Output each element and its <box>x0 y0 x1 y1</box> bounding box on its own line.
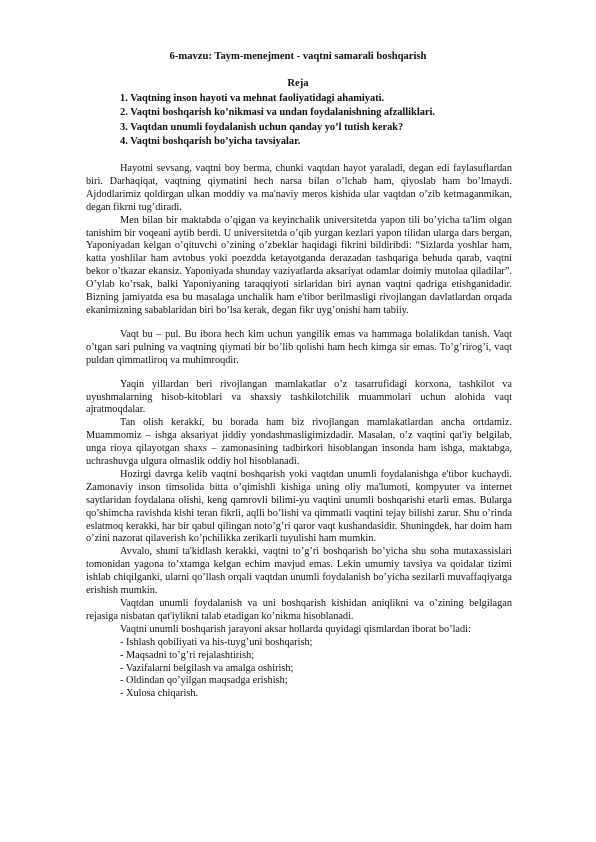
list-item: - Maqsadni to’g’ri rejalashtirish; <box>120 649 255 661</box>
paragraph: Vaqtni unumli boshqarish jarayoni aksar hollarda quyidagi qismlardan iborat bo’ladi: <box>120 623 471 635</box>
plan-item: 4. Vaqtni boshqarish bo’yicha tavsiyalar. <box>120 136 301 148</box>
paragraph: Vaqtdan unumli foydalanish va uni boshqarish kishidan aniqlikni va o’zining belgilagan rejasiga nisbatan qat'iylikni talab etadigan ko’nikma hisoblanadi. <box>86 598 512 622</box>
paragraph: Avvalo, shuni ta'kidlash kerakki, vaqtni to’g’ri boshqarish bo’yicha shu soha mutaxassislari tomonidan yagona to’xtamga kelgan echim mavjud emas. Lekin umumiy tavsiya va qoidalar tizimi ishlab chiqilganki, ularni qo’llash orqali vaqtdan unumli foydalanish bo’yicha sezilarli muvaffaqiyatga erishish mumkin. <box>86 546 512 597</box>
paragraph: Vaqt bu – pul. Bu ibora hech kim uchun yangilik emas va hammaga bolalikdan tanish. Vaqt o’tgan sari pulning va vaqtning qiymati bir bo’lib qolishi ham hech kimga sir emas. To’g’rirog’i, vaqt puldan qimmatliroq va muhimroqdir. <box>86 328 512 366</box>
paragraph: Men bilan bir maktabda o’qigan va keyinchalik universitetda yapon tili bo’yicha ta'lim olgan tanishim bir voqeani aytib berdi. U universitetda o’qib yurgan kezlari yapon tilidan ularga dars bergan, Yaponiyadan kelgan o’qituvchi o’zining o’zbeklar haqidagi fikrini bildiribdi: “Sizlarda yoshlar ham, katta yoshlilar ham avtobus yoki poezdda ketayotganda derazadan tashqariga behuda qarab, vaqtni bekor o’tkazar ekansiz. Yaponiyada shunday vaziyatlarda aksariyat odamlar doimiy mutolaa qiladilar”. O’ylab ko’rsak, balki Yaponiyaning taraqqiyoti sirlaridan biri aynan vaqtni qadriga etishganidadir. Bizning jamiyatda esa bu masalaga unchalik ham e'tibor berilmasligi rivojlangan davlatlardan orqada ekanimizning sabablaridan biri bo’lsa kerak, degan fikr uyg’onishi ham tabiiy. <box>86 214 512 316</box>
plan-heading: Reja <box>287 78 309 89</box>
document-body <box>86 163 512 701</box>
document-title: 6-mavzu: Taym-menejment - vaqtni samarali boshqarish <box>169 51 427 62</box>
plan-item: 3. Vaqtdan unumli foydalanish uchun qanday yo’l tutish kerak? <box>120 121 404 133</box>
plan-item: 2. Vaqtni boshqarish ko’nikmasi va undan foydalanishning afzalliklari. <box>120 107 436 119</box>
list-item: - Vazifalarni belgilash va amalga oshirish; <box>120 662 294 674</box>
list-item: - Oldindan qo’yilgan maqsadga erishish; <box>120 675 288 687</box>
plan-item: 1. Vaqtning inson hayoti va mehnat faoliyatidagi ahamiyati. <box>120 93 385 104</box>
plan-list <box>120 92 435 150</box>
paragraph: Tan olish kerakki, bu borada ham biz rivojlangan mamlakatlardan ancha ortdamiz. Muammomiz – ishga aksariyat jiddiy yondashmasligimizdadir. Masalan, o’z vaqtini qat'iy belgilab, unga rioya qilayotgan shaxs – zamonasining tadbirkori hisoblangan insonda ham ishga, maktabga, uchrashuvga ulgura olmaslik oddiy hol hisoblanadi. <box>86 417 512 468</box>
paragraph: Hayotni sevsang, vaqtni boy berma, chunki vaqtdan hayot yaraladi, degan edi faylasuflardan biri. Darhaqiqat, vaqtning qiymatini hech narsa bilan o’lchab ham, qiyoslab ham bo’lmaydi. Ajdodlarimiz qoldirgan ulkan moddiy va ma'naviy meros kishida ular vaqtdan o’zib ketmaganmikan, degan fikrni tug’diradi. <box>86 163 512 213</box>
list-item: - Xulosa chiqarish. <box>120 688 199 700</box>
paragraph: Hozirgi davrga kelib vaqtni boshqarish yoki vaqtdan unumli foydalanishga e'tibor kuchaydi. Zamonaviy inson timsolida bitta o’qimishli kishiga uning oliy ma'lumoti, kompyuter va internet saytlaridan foydalana olishi, keng qamrovli bilimi-yu vaqtini unumli boshqarishi etarli emas. Bularga qo’shimcha ravishda kishi teran fikrli, aqlli bo’lishi va qimmatli vaqtini tejay bilishi zarur. Shu o’rinda eslatmoq kerakki, har bir qabul qilingan noto’g’ri qaror vaqt kushandasidir. Shuningdek, har doim ham o’zini nazorat qilaverish ko’pchilikka zerikarli tuyulishi ham mumkin. <box>86 468 512 545</box>
list-item: - Ishlash qobiliyati va his-tuyg’uni boshqarish; <box>120 636 313 648</box>
paragraph: Yaqin yillardan beri rivojlangan mamlakatlar o’z tasarrufidagi korxona, tashkilot va uyushmalarning hisob-kitoblari va shaxsiy tashkilotchilik muammolari uchun alohida vaqt ajratmoqdalar. <box>86 378 512 416</box>
